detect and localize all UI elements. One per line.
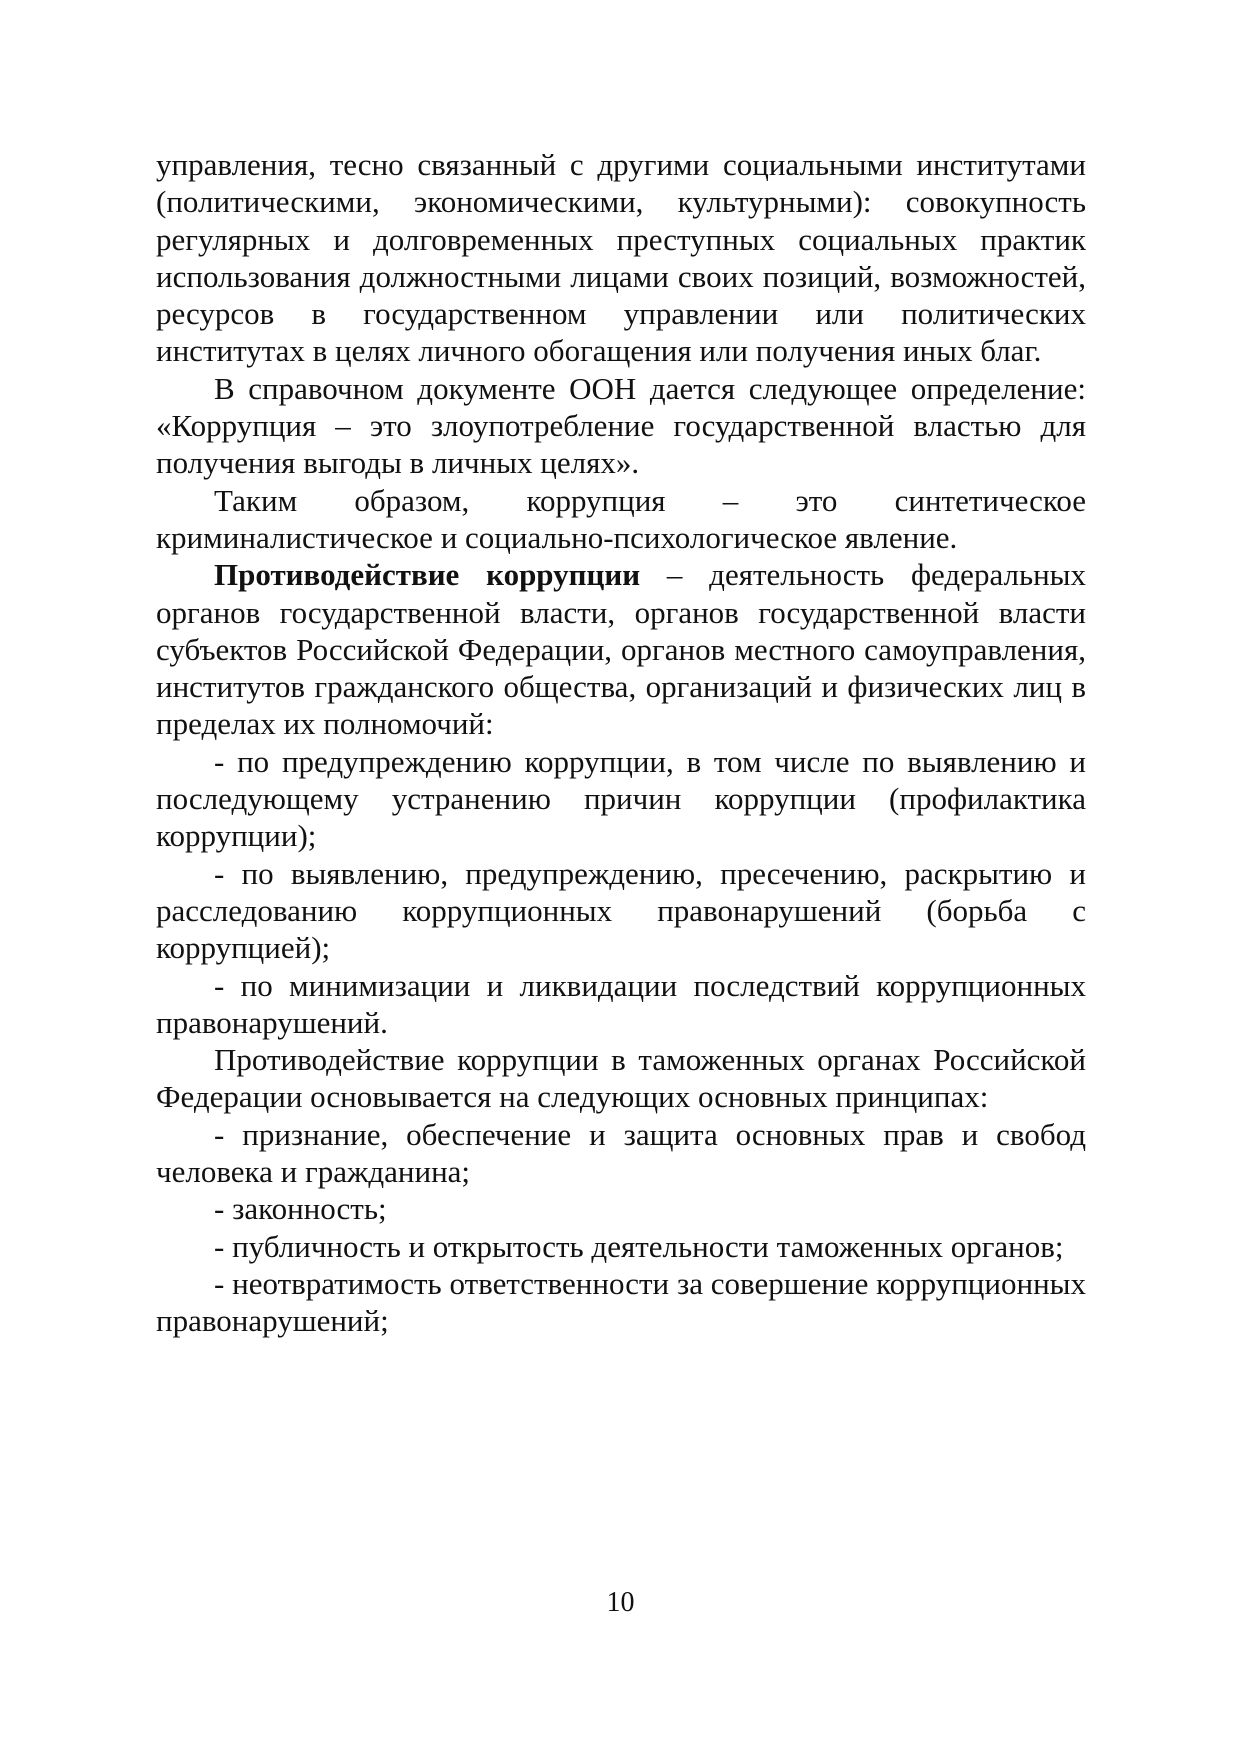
principle-item-2 xyxy=(156,1190,1086,1227)
paragraph-text: - признание, обеспечение и защита основных прав и свобод человека и гражданина; xyxy=(156,1116,1086,1190)
page-number: 10 xyxy=(606,1587,635,1618)
principle-item-1 xyxy=(156,1116,1086,1191)
paragraph-5 xyxy=(156,1041,1086,1116)
paragraph-text: В справочном документе ООН дается следующее определение: «Коррупция – это злоупотребление государственной властью для получения выгоды в личных целях». xyxy=(156,370,1086,481)
list-item-3 xyxy=(156,967,1086,1042)
paragraph-text: - по предупреждению коррупции, в том числе по выявлению и последующему устранению причин коррупции (профилактика коррупции); xyxy=(156,743,1086,854)
paragraph-text: - по выявлению, предупреждению, пресечению, раскрытию и расследованию коррупционных правонарушений (борьба с коррупцией); xyxy=(156,855,1086,966)
principle-item-4 xyxy=(156,1265,1086,1340)
paragraph-1 xyxy=(156,146,1086,370)
paragraph-text: - по минимизации и ликвидации последствий коррупционных правонарушений. xyxy=(156,967,1086,1040)
paragraph-text: Противодействие коррупции в таможенных органах Российской Федерации основывается на следующих основных принципах: xyxy=(156,1042,1086,1115)
principle-item-3 xyxy=(156,1228,1086,1265)
paragraph-text: – деятельность федеральных органов государственной власти, органов государственной власти субъектов Российской Федерации, органов местного самоуправления, институтов гражданского общества, организаций и физических лиц в пределах их полномочий: xyxy=(156,557,1086,742)
paragraph-text: - неотвратимость ответственности за совершение коррупционных правонарушений; xyxy=(156,1265,1086,1339)
paragraph-text: - публичность и открытость деятельности таможенных органов; xyxy=(214,1228,1064,1264)
paragraph-text: - законность; xyxy=(214,1191,387,1227)
paragraph-2 xyxy=(156,370,1086,482)
paragraph-4 xyxy=(156,556,1086,742)
list-item-2 xyxy=(156,855,1086,967)
bold-term: Противодействие коррупции xyxy=(214,557,641,593)
paragraph-text: управления, тесно связанный с другими социальными институтами (политическими, экономическими, культурными): совокупность регулярных и долговременных преступных социальных практик использования должностными лицами своих позиций, возможностей, ресурсов в государственном управлении или политических институтах в целях личного обогащения или получения иных благ. xyxy=(156,147,1086,369)
body-text xyxy=(156,146,1086,1340)
paragraph-3 xyxy=(156,482,1086,557)
list-item-1 xyxy=(156,743,1086,855)
paragraph-text: Таким образом, коррупция – это синтетическое криминалистическое и социально-психологическое явление. xyxy=(156,482,1086,555)
